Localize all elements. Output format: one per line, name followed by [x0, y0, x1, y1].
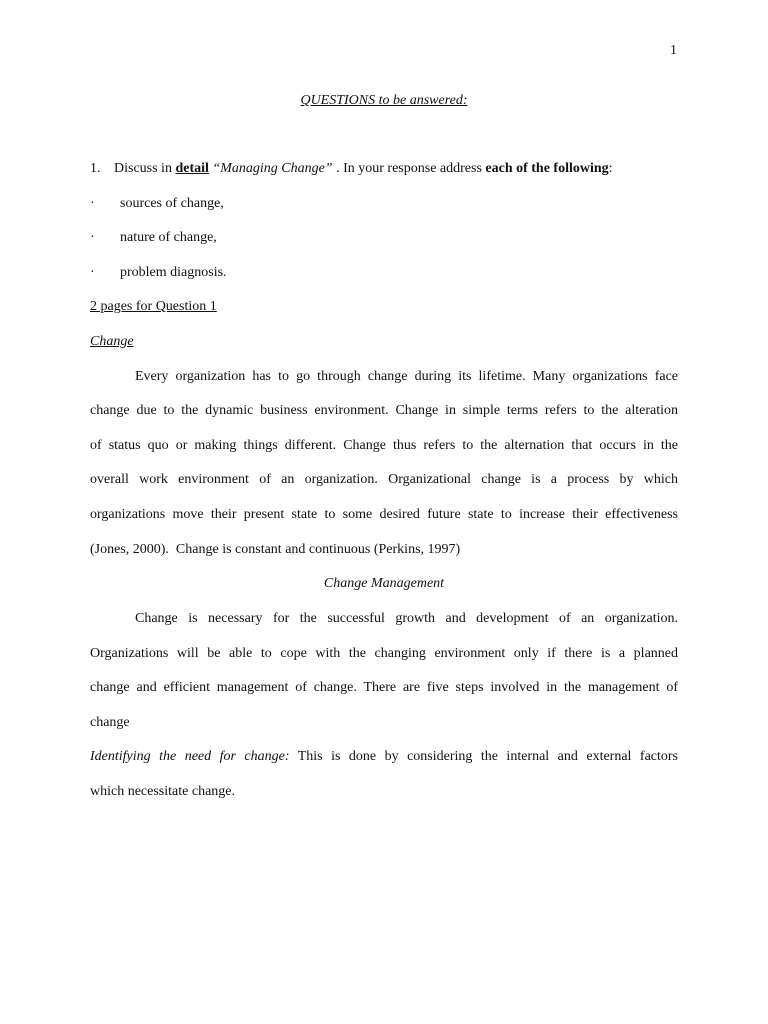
section-title-change-management: Change Management	[323, 576, 445, 591]
bullet-symbol: ·	[90, 265, 95, 280]
change-paragraph-line: (Jones, 2000). Change is constant and continuous (Perkins, 1997)	[90, 542, 461, 557]
change-paragraph-line: organizations move their present state to some desired future state to increase their effectiveness	[90, 507, 678, 522]
bullet-item	[90, 194, 678, 214]
question-text-before: Discuss in	[114, 161, 176, 176]
management-paragraph-line: Organizations will be able to cope with the changing environment only if there is a planned	[90, 646, 678, 661]
management-paragraph-line: change	[90, 715, 130, 730]
question-bold-detail: detail	[175, 161, 209, 176]
identifying-text: This is done by considering the internal and external factors	[289, 749, 679, 764]
bullet-text: sources of change,	[120, 196, 224, 211]
change-paragraph-line: Every organization has to go through change during its lifetime. Many organizations face	[135, 369, 678, 384]
pages-note: 2 pages for Question 1	[90, 299, 217, 314]
management-paragraph-line: Change is necessary for the successful growth and development of an organization.	[135, 611, 678, 626]
question-quote: “Managing Change”	[208, 161, 337, 176]
section-title-change: Change	[90, 334, 134, 349]
questions-heading: QUESTIONS to be answered:	[300, 93, 468, 108]
change-paragraph-line: of status quo or making things different. Change thus refers to the alternation that occurs in the	[90, 438, 678, 453]
change-paragraph-line: change due to the dynamic business environment. Change in simple terms refers to the alteration	[90, 403, 678, 418]
question-1	[90, 159, 678, 179]
identifying-label: Identifying the need for change:	[90, 749, 290, 764]
management-paragraph-line: change and efficient management of change. There are five steps involved in the management of	[90, 680, 678, 695]
question-text-end: :	[608, 161, 613, 176]
bullet-symbol: ·	[90, 230, 95, 245]
identifying-line-2: which necessitate change.	[90, 784, 235, 799]
bullet-item	[90, 263, 678, 283]
change-paragraph-line: overall work environment of an organization. Organizational change is a process by which	[90, 472, 678, 487]
bullet-item	[90, 228, 678, 248]
bullet-symbol: ·	[90, 196, 95, 211]
question-text-middle: . In your response address	[336, 161, 486, 176]
identifying-line	[90, 747, 678, 767]
question-bold-text: each of the following	[485, 161, 609, 176]
page-number: 1	[670, 43, 677, 58]
bullet-text: nature of change,	[120, 230, 217, 245]
question-number: 1.	[90, 161, 101, 176]
bullet-text: problem diagnosis.	[120, 265, 227, 280]
